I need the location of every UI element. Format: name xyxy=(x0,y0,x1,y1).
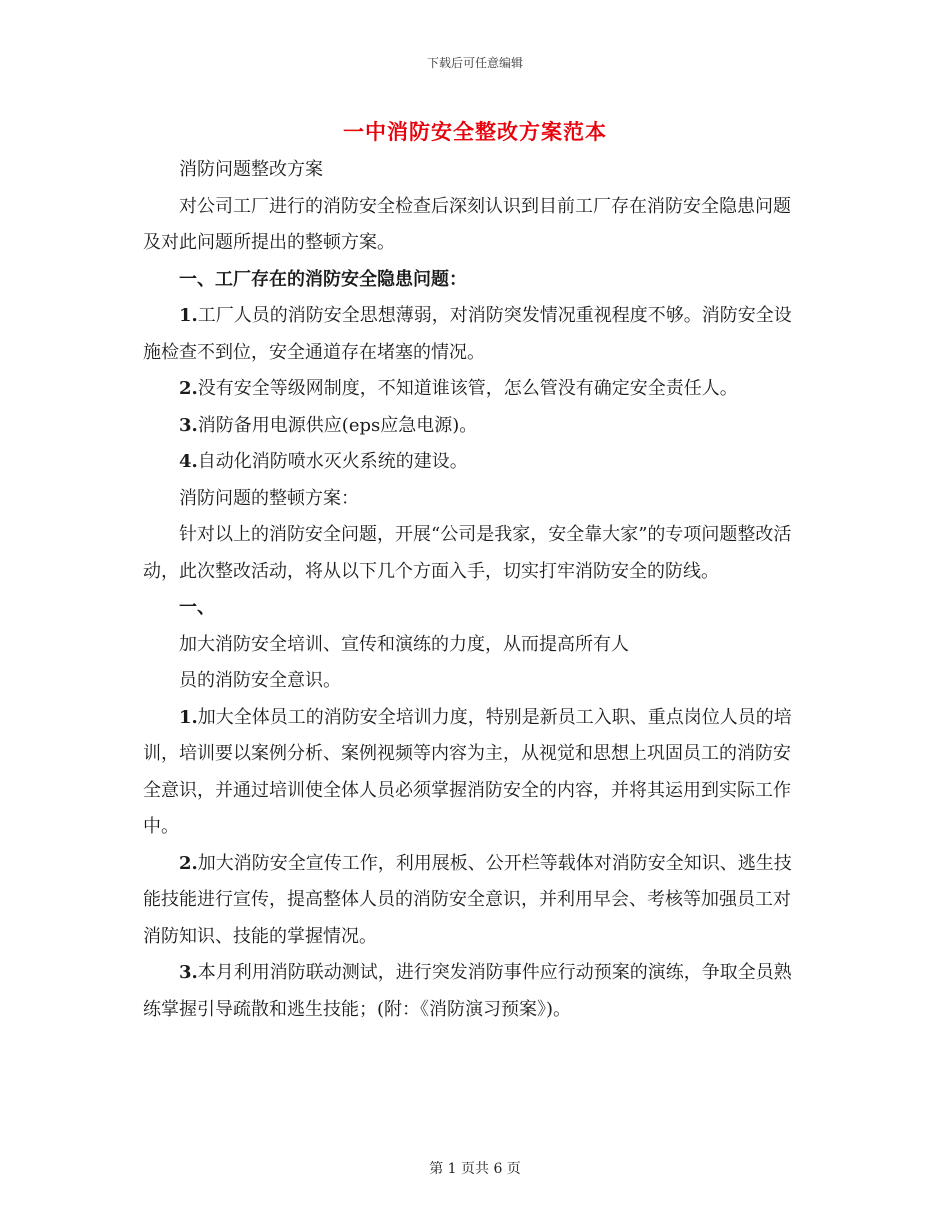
measure-text: 本月利用消防联动测试，进行突发消防事件应行动预案的演练，争取全员熟练掌握引导疏散和逃生技能；(附：《消防演习预案》)。 xyxy=(143,962,792,1020)
issue-item xyxy=(143,408,808,445)
document-title: 一中消防安全整改方案范本 xyxy=(343,119,607,144)
issue-number: 3. xyxy=(179,414,198,436)
section1-heading: 一、工厂存在的消防安全隐患问题： xyxy=(179,268,467,290)
issue-text: 消防备用电源供应(eps应急电源)。 xyxy=(197,414,478,436)
issue-item xyxy=(143,444,808,481)
part1-line1: 加大消防安全培训、宣传和演练的力度，从而提高所有人 xyxy=(179,633,629,655)
issue-number: 1. xyxy=(179,305,198,326)
intro-paragraph: 对公司工厂进行的消防安全检查后深刻认识到目前工厂存在消防安全隐患问题及对此问题所提出的整顿方案。 xyxy=(143,195,791,253)
issue-text: 工厂人员的消防安全思想薄弱，对消防突发情况重视程度不够。消防安全设施检查不到位，安全通道存在堵塞的情况。 xyxy=(143,305,792,363)
issue-text: 没有安全等级网制度，不知道谁该管，怎么管没有确定安全责任人。 xyxy=(197,378,738,399)
document-body xyxy=(143,152,808,1028)
measure-number: 2. xyxy=(179,852,198,874)
part1-label: 一、 xyxy=(179,597,215,618)
subtitle: 消防问题整改方案 xyxy=(179,159,323,180)
measure-text: 加大消防安全宣传工作，利用展板、公开栏等载体对消防安全知识、逃生技能技能进行宣传，提高整体人员的消防安全意识，并利用早会、考核等加强员工对消防知识、技能的掌握情况。 xyxy=(143,852,792,947)
measure-item xyxy=(143,955,808,1028)
issue-item xyxy=(143,371,808,408)
page-footer: 第 1 页共 6 页 xyxy=(429,1161,521,1177)
measure-number: 3. xyxy=(179,962,198,983)
header-note: 下载后可任意编辑 xyxy=(426,56,523,70)
measure-number: 1. xyxy=(179,706,198,728)
plan-heading: 消防问题的整顿方案： xyxy=(179,487,359,509)
measure-item xyxy=(143,700,808,846)
part1-line2: 员的消防安全意识。 xyxy=(179,670,341,691)
issue-number: 4. xyxy=(179,451,198,472)
issue-number: 2. xyxy=(179,378,198,399)
measure-text: 加大全体员工的消防安全培训力度，特别是新员工入职、重点岗位人员的培训，培训要以案例分析、案例视频等内容为主，从视觉和思想上巩固员工的消防安全意识，并通过培训使全体人员必须掌握消防安全的内容，并将其运用到实际工作中。 xyxy=(143,706,792,837)
issue-text: 自动化消防喷水灭火系统的建设。 xyxy=(197,451,468,472)
measure-item xyxy=(143,846,808,956)
plan-intro: 针对以上的消防安全问题，开展“公司是我家，安全靠大家”的专项问题整改活动，此次整改活动，将从以下几个方面入手，切实打牢消防安全的防线。 xyxy=(143,524,792,582)
issue-item xyxy=(143,298,808,371)
